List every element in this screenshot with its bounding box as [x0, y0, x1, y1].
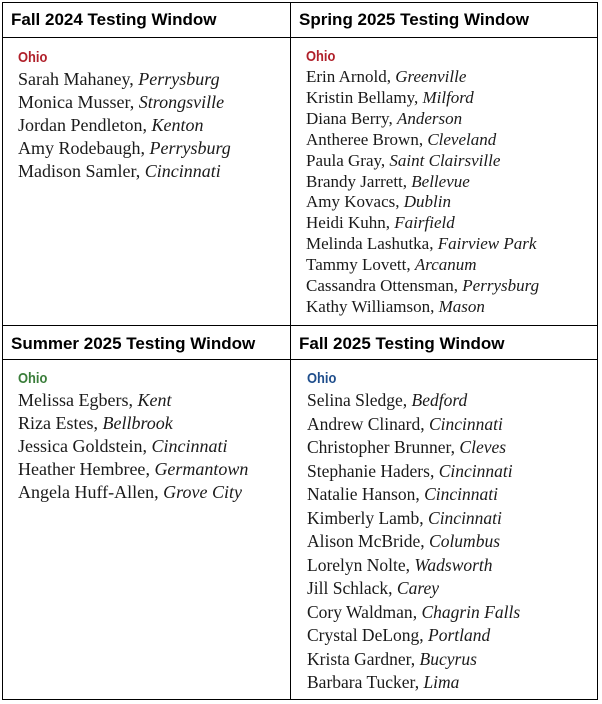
person-entry: Amy Rodebaugh, Perrysburg	[18, 138, 231, 158]
person-name: Krista Gardner	[307, 648, 411, 669]
state-label: Ohio	[307, 370, 337, 387]
person-name: Kathy Williamson	[306, 296, 431, 316]
person-city: Fairview Park	[437, 234, 537, 254]
person-city: Bedford	[411, 390, 468, 410]
header-fall-2024: Fall 2024 Testing Window	[11, 10, 217, 29]
person-name: Kimberly Lamb	[307, 507, 420, 528]
person-entry: Kathy Williamson, Mason	[306, 296, 485, 316]
person-entry: Alison McBride, Columbus	[307, 531, 500, 551]
person-city: Fairfield	[394, 213, 455, 233]
header-fall-2025: Fall 2025 Testing Window	[299, 334, 505, 353]
person-city: Carey	[396, 578, 440, 598]
person-name: Heidi Kuhn	[306, 213, 386, 233]
person-entry: Heidi Kuhn, Fairfield	[306, 213, 455, 233]
person-entry: Jordan Pendleton, Kenton	[18, 115, 204, 135]
person-entry: Selina Sledge, Bedford	[307, 390, 468, 410]
person-city: Cincinnati	[438, 460, 513, 481]
header-divider-top	[3, 37, 597, 38]
person-city: Cincinnati	[424, 484, 499, 504]
person-entry: Angela Huff-Allen, Grove City	[18, 482, 242, 502]
person-name: Antheree Brown	[306, 129, 419, 149]
person-city: Lima	[423, 672, 460, 692]
section-summer-2025	[18, 370, 248, 504]
person-city: Germantown	[154, 459, 249, 479]
person-entry: Kristin Bellamy, Milford	[306, 87, 474, 107]
person-city: Milford	[422, 87, 474, 107]
person-entry: Natalie Hanson, Cincinnati	[307, 484, 499, 504]
person-entry: Cory Waldman, Chagrin Falls	[307, 601, 521, 622]
person-entry: Heather Hembree, Germantown	[18, 459, 249, 479]
person-city: Cleveland	[427, 129, 497, 149]
person-entry: Christopher Brunner, Cleves	[307, 437, 507, 457]
people-list	[306, 67, 539, 318]
state-label: Ohio	[306, 48, 336, 65]
person-entry: Crystal DeLong, Portland	[307, 625, 491, 645]
person-city: Greenville	[395, 67, 467, 86]
person-city: Kenton	[151, 115, 204, 135]
person-entry: Melissa Egbers, Kent	[18, 390, 172, 410]
person-city: Bellevue	[411, 171, 470, 191]
person-name: Tammy Lovett	[306, 255, 407, 275]
person-name: Monica Musser	[18, 92, 130, 112]
person-entry: Cassandra Ottensman, Perrysburg	[306, 276, 540, 296]
column-divider	[290, 3, 291, 699]
person-name: Paula Gray	[306, 150, 381, 170]
person-name: Lorelyn Nolte	[307, 554, 406, 575]
person-name: Andrew Clinard	[307, 413, 421, 434]
person-city: Cincinnati	[428, 507, 502, 528]
person-city: Wadsworth	[414, 554, 493, 575]
person-name: Cassandra Ottensman	[306, 276, 454, 296]
person-name: Erin Arnold	[306, 67, 387, 86]
people-list	[18, 68, 231, 183]
person-entry: Kimberly Lamb, Cincinnati	[307, 507, 502, 528]
person-city: Perrysburg	[149, 138, 231, 158]
section-spring-2025	[306, 48, 539, 318]
person-city: Cincinnati	[429, 413, 503, 434]
person-entry: Amy Kovacs, Dublin	[306, 192, 451, 212]
person-city: Dublin	[403, 192, 451, 212]
person-city: Cincinnati	[144, 161, 221, 181]
person-entry: Diana Berry, Anderson	[306, 108, 463, 128]
person-city: Strongsville	[138, 92, 225, 112]
person-name: Jessica Goldstein	[18, 436, 143, 456]
person-name: Stephanie Haders	[307, 460, 430, 481]
person-city: Perrysburg	[138, 69, 220, 89]
person-name: Melissa Egbers	[18, 390, 129, 410]
person-city: Cincinnati	[151, 436, 228, 456]
person-city: Portland	[428, 625, 491, 645]
people-list	[18, 389, 248, 504]
person-name: Natalie Hanson	[307, 484, 416, 504]
person-name: Alison McBride	[307, 531, 421, 551]
person-city: Kent	[137, 390, 172, 410]
person-name: Amy Rodebaugh	[18, 138, 141, 158]
person-city: Arcanum	[414, 255, 477, 275]
person-entry: Stephanie Haders, Cincinnati	[307, 460, 513, 481]
person-name: Cory Waldman	[307, 601, 413, 622]
person-city: Anderson	[396, 108, 463, 128]
person-entry: Antheree Brown, Cleveland	[306, 129, 497, 149]
header-divider-bottom	[3, 359, 597, 360]
people-list	[307, 389, 520, 695]
person-name: Barbara Tucker	[307, 672, 415, 692]
person-entry: Monica Musser, Strongsville	[18, 92, 225, 112]
person-city: Perrysburg	[462, 276, 540, 296]
person-city: Saint Clairsville	[389, 150, 501, 170]
person-name: Selina Sledge	[307, 390, 403, 410]
person-name: Amy Kovacs	[306, 192, 396, 212]
person-entry: Brandy Jarrett, Bellevue	[306, 171, 470, 191]
person-name: Jordan Pendleton	[18, 115, 143, 135]
person-name: Heather Hembree	[18, 459, 146, 479]
state-label: Ohio	[18, 49, 48, 66]
person-city: Chagrin Falls	[421, 601, 521, 622]
person-city: Bucyrus	[419, 648, 477, 669]
person-entry: Jill Schlack, Carey	[307, 578, 440, 598]
person-name: Brandy Jarrett	[306, 171, 403, 191]
person-name: Angela Huff-Allen	[18, 482, 155, 502]
person-name: Jill Schlack	[307, 578, 389, 598]
person-city: Mason	[438, 296, 485, 316]
person-entry: Sarah Mahaney, Perrysburg	[18, 69, 220, 89]
person-city: Grove City	[163, 482, 242, 502]
person-name: Diana Berry	[306, 108, 389, 128]
person-name: Kristin Bellamy	[306, 87, 414, 107]
person-entry: Melinda Lashutka, Fairview Park	[306, 234, 537, 254]
person-name: Sarah Mahaney	[18, 69, 130, 89]
person-name: Christopher Brunner	[307, 437, 451, 457]
person-name: Crystal DeLong	[307, 625, 420, 645]
header-summer-2025: Summer 2025 Testing Window	[11, 334, 256, 353]
person-city: Columbus	[429, 531, 500, 551]
testing-window-table	[2, 2, 598, 700]
header-spring-2025: Spring 2025 Testing Window	[299, 10, 529, 29]
person-entry: Lorelyn Nolte, Wadsworth	[307, 554, 493, 575]
person-entry: Krista Gardner, Bucyrus	[307, 648, 477, 669]
person-entry: Erin Arnold, Greenville	[306, 67, 467, 86]
person-name: Melinda Lashutka	[306, 234, 430, 254]
person-entry: Barbara Tucker, Lima	[307, 672, 460, 692]
person-entry: Jessica Goldstein, Cincinnati	[18, 436, 228, 456]
person-entry: Andrew Clinard, Cincinnati	[307, 413, 503, 434]
person-entry: Riza Estes, Bellbrook	[18, 413, 173, 433]
section-fall-2024	[18, 49, 231, 183]
person-city: Cleves	[459, 437, 507, 457]
row-divider	[3, 325, 597, 326]
person-entry: Madison Samler, Cincinnati	[18, 161, 221, 181]
person-name: Riza Estes	[18, 413, 94, 433]
person-city: Bellbrook	[102, 413, 173, 433]
person-entry: Paula Gray, Saint Clairsville	[306, 150, 501, 170]
section-fall-2025	[307, 370, 520, 695]
person-name: Madison Samler	[18, 161, 136, 181]
person-entry: Tammy Lovett, Arcanum	[306, 255, 477, 275]
state-label: Ohio	[18, 370, 48, 387]
